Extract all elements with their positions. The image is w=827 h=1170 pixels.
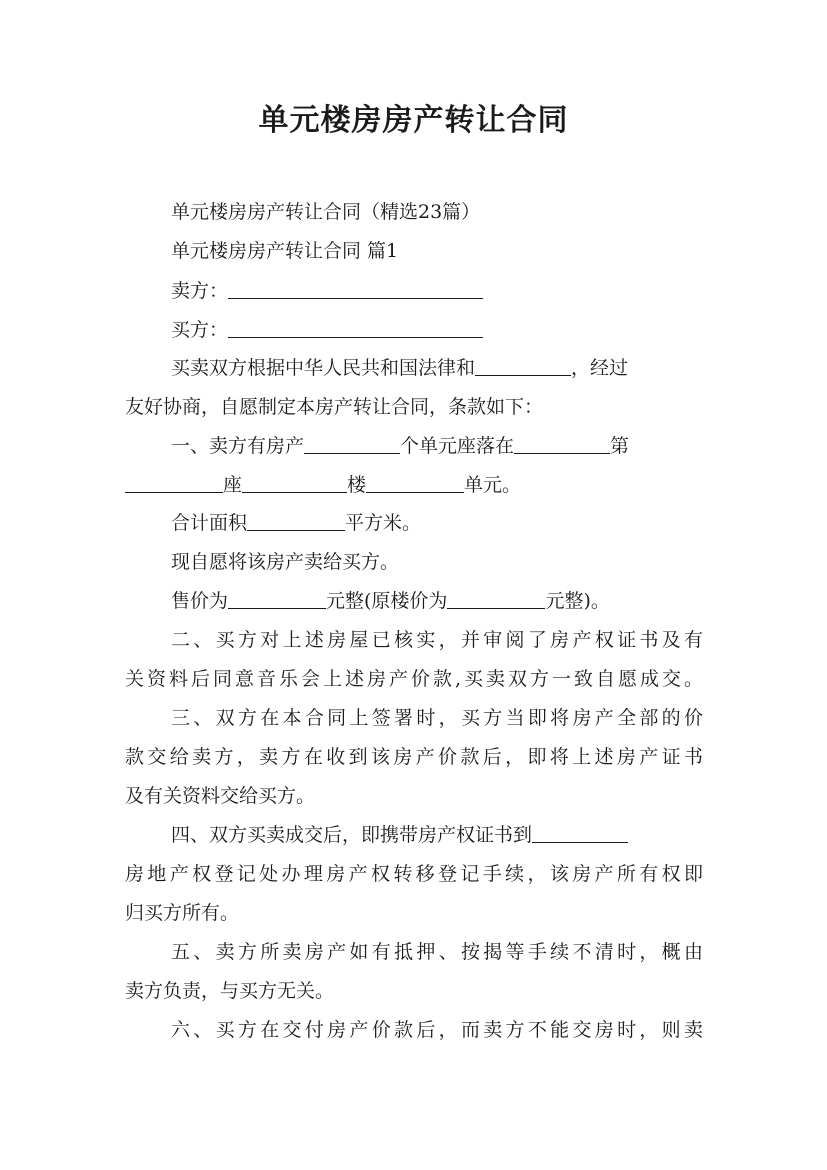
block-blank [125,474,223,493]
clause-2-line: 二、买方对上述房屋已核实，并审阅了房产权证书及有 [171,629,703,651]
unit-blank [366,474,464,493]
text-span: 座 [223,474,243,496]
clause-3-line: 三、双方在本合同上签署时，买方当即将房产全部的价 [171,707,703,729]
clause-4-line [171,822,703,848]
clause-3-line: 款交给卖方，卖方在收到该房产价款后，即将上述房产证书 [125,746,703,768]
text-span: 四、双方买卖成交后，即携带房产权证书到 [171,824,533,846]
document-title: 单元楼房房产转让合同 [258,103,569,138]
clause-6-line: 六、买方在交付房产价款后，而卖方不能交房时，则卖 [171,1019,703,1041]
text-span: 合计面积 [171,512,248,534]
text-span: ，经过 [571,357,629,379]
area-line [171,510,703,536]
buyer-line [171,317,703,343]
text-span: 楼 [347,474,367,496]
clause-3-line: 及有关资料交给买方。 [125,785,316,807]
seller-line [171,278,703,304]
registry-blank [532,824,628,843]
text-span: 买卖双方根据中华人民共和国法律和 [171,357,476,379]
seller-blank [228,280,483,299]
clause-5-line: 卖方负责，与买方无关。 [125,980,335,1002]
law-blank [475,357,571,376]
text-span: 售价为 [171,590,229,612]
seller-label: 卖方： [171,280,229,302]
floor-blank [242,474,347,493]
paragraph-line [171,355,703,381]
count-blank [304,435,400,454]
text-span: 第 [610,435,630,457]
text-span: 平方米。 [345,512,422,534]
text-span: 元整)。 [545,590,610,612]
text-span: 个单元座落在 [400,435,515,457]
buyer-blank [228,319,483,338]
area-blank [247,512,345,531]
clause-5-line: 五、卖方所卖房产如有抵押、按揭等手续不清时，概由 [171,941,703,963]
price-line [171,588,703,614]
text-span: 一、卖方有房产 [171,435,305,457]
clause-1-line [125,472,703,498]
section-heading: 单元楼房房产转让合同 篇1 [171,240,399,262]
sell-line: 现自愿将该房产卖给买方。 [171,551,400,573]
text-span: 单元。 [464,474,522,496]
subtitle-line: 单元楼房房产转让合同（精选23篇） [171,201,481,223]
text-span: 元整(原楼价为 [326,590,448,612]
clause-2-line: 关资料后同意音乐会上述房产价款,买卖双方一致自愿成交。 [125,668,703,690]
location-blank [514,435,610,454]
original-price-blank [447,590,545,609]
price-blank [228,590,326,609]
buyer-label: 买方： [171,319,229,341]
clause-4-line: 归买方所有。 [125,902,240,924]
paragraph-line: 友好协商，自愿制定本房产转让合同，条款如下： [125,396,544,418]
clause-1-line [171,433,703,459]
clause-4-line: 房地产权登记处办理房产权转移登记手续，该房产所有权即 [125,863,703,885]
